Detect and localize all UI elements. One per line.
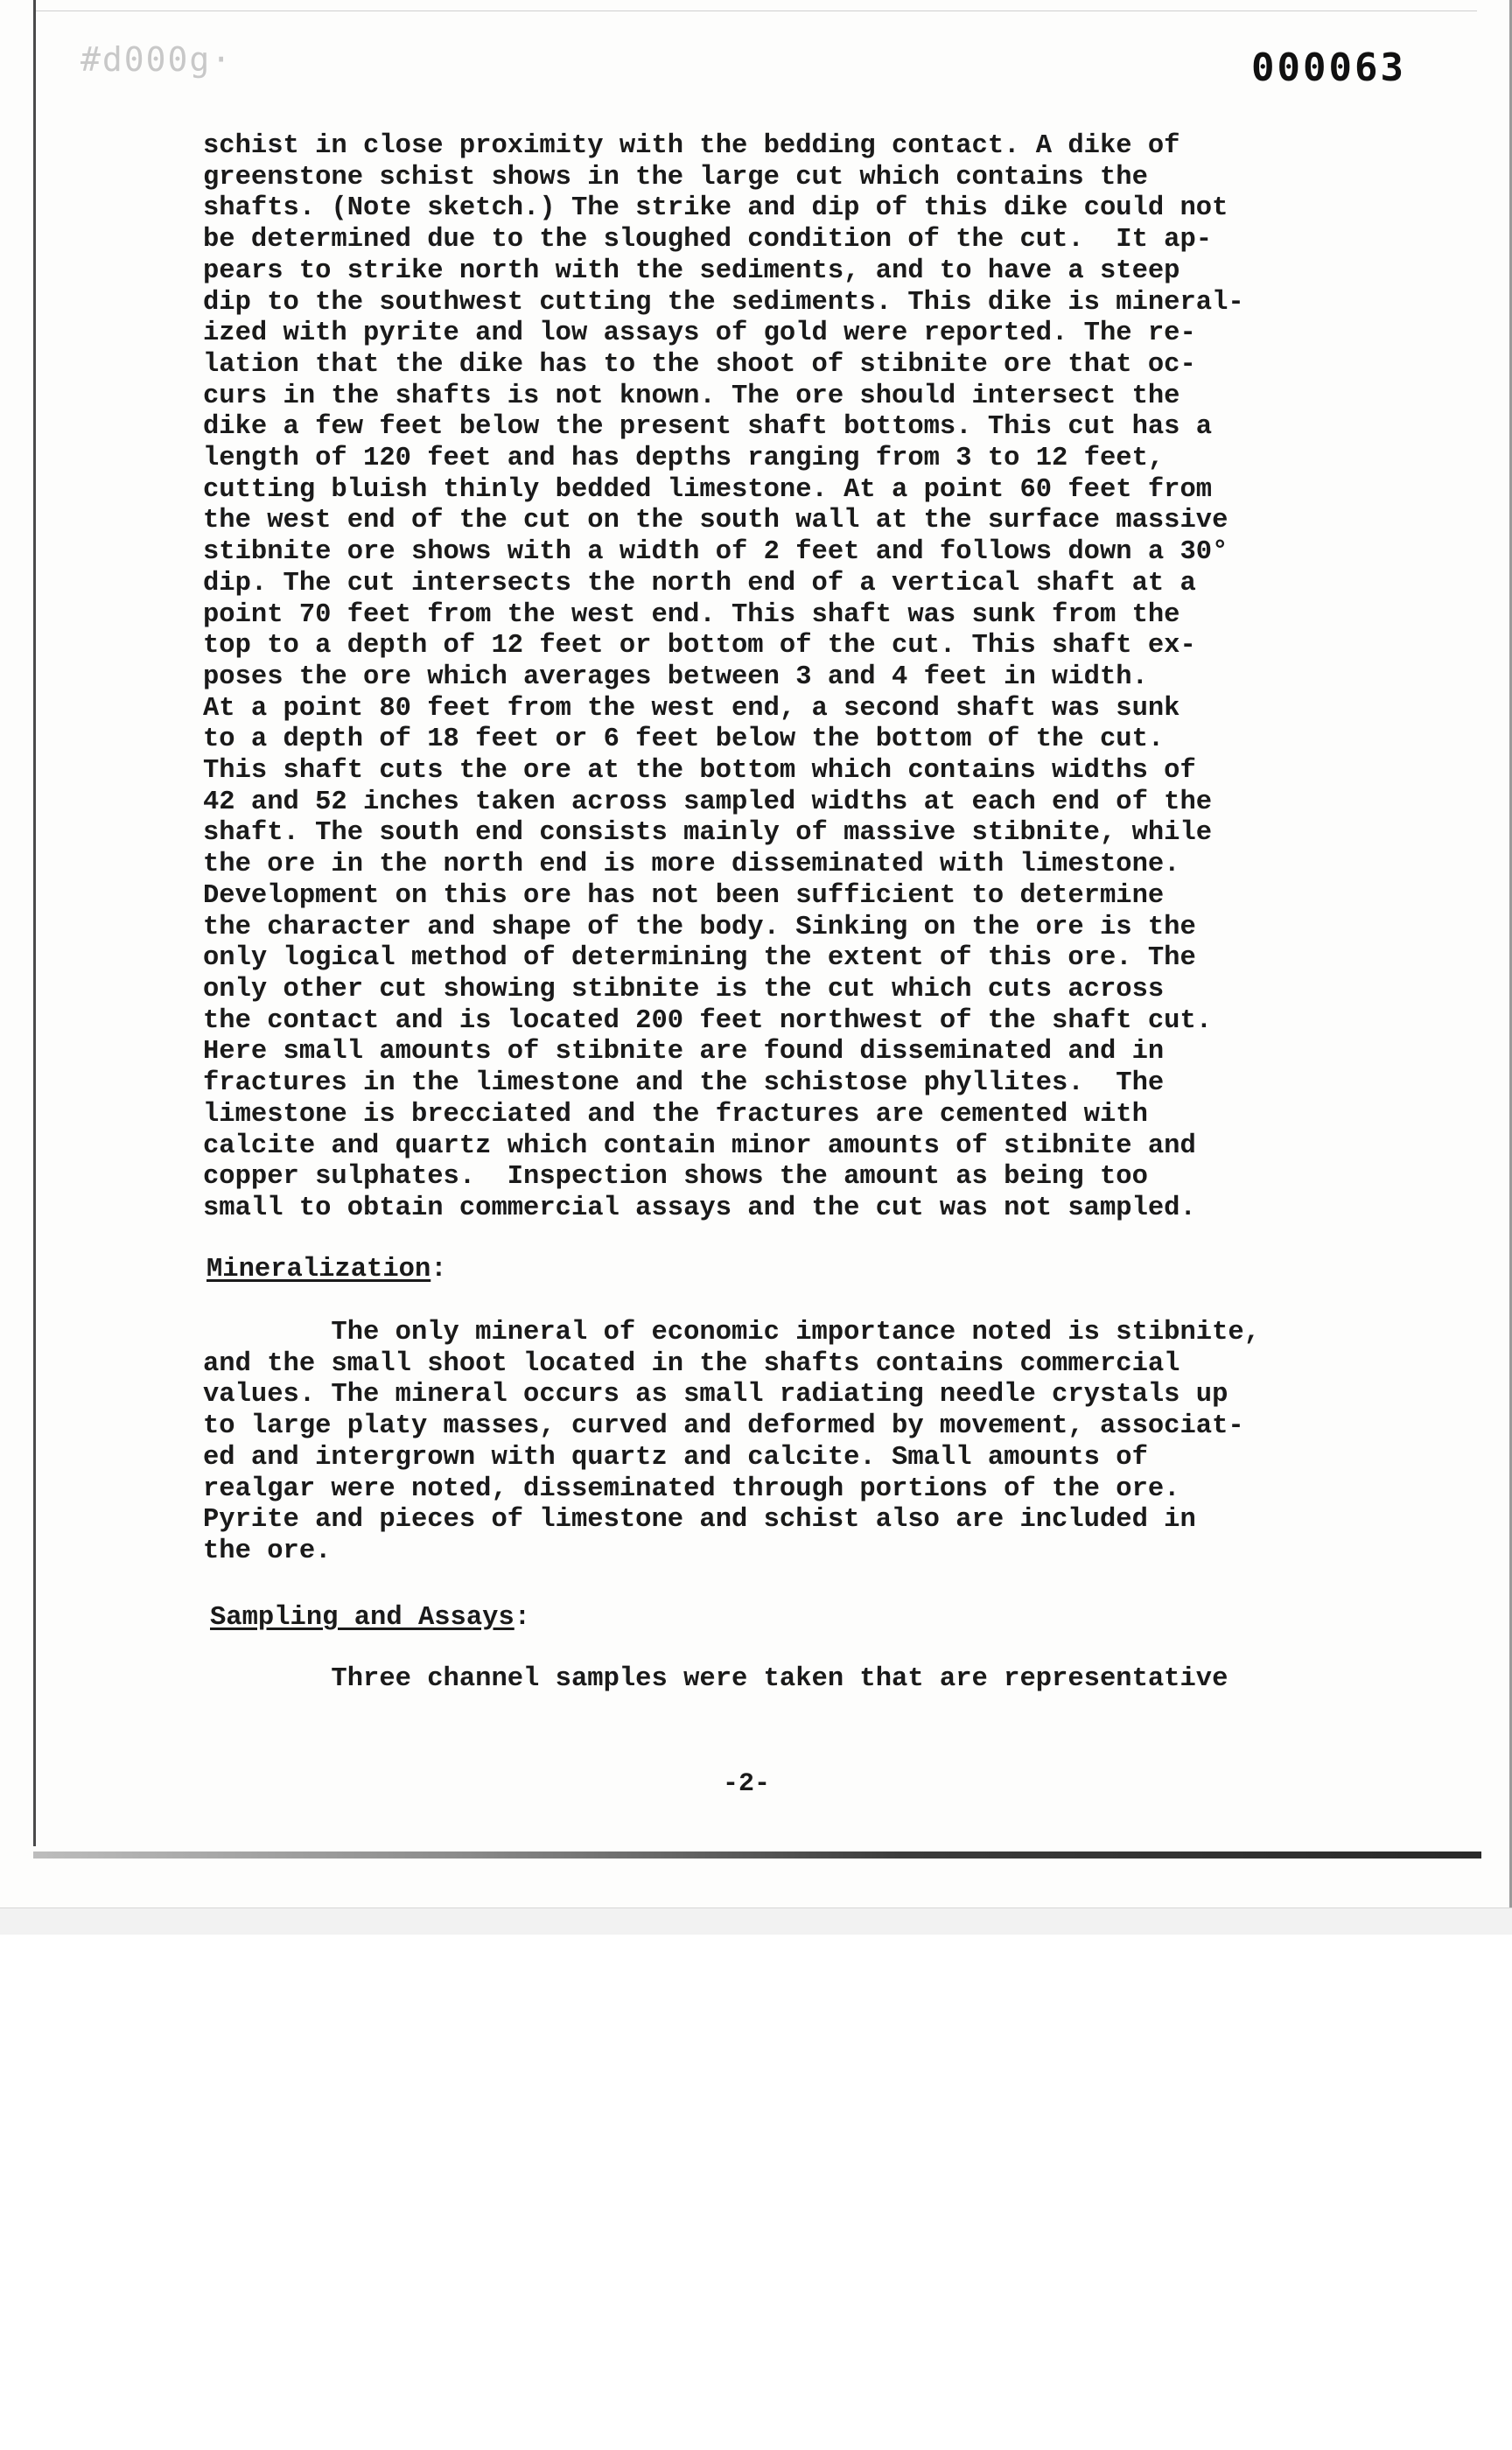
document-number-stamp: 000063 bbox=[1251, 46, 1406, 90]
page-left-edge bbox=[33, 0, 36, 1846]
heading-mineralization-text: Mineralization bbox=[206, 1255, 431, 1284]
heading-sampling-and-assays: Sampling and Assays: bbox=[210, 1603, 531, 1633]
page-number-footer: -2- bbox=[723, 1769, 771, 1799]
paragraph-sampling: Three channel samples were taken that are representative bbox=[203, 1664, 1228, 1694]
heading-sampling-text: Sampling and Assays bbox=[210, 1603, 514, 1633]
paragraph-mineralization: The only mineral of economic importance noted is stibnite, and the small shoot located in the shafts contains commercial values. The mineral occurs as small radiating needle crystals up to large platy masses, curved and deformed by movement, associat- ed and intergrown with quartz and calcite. Small amounts of realgar were noted, disseminated through portions of the ore. Pyrite and pieces of limestone and schist also are included in the ore. bbox=[203, 1318, 1260, 1566]
paragraph-dike-and-shafts: schist in close proximity with the bedding contact. A dike of greenstone schist shows in the large cut which contains the shafts. (Note sketch.) The strike and dip of this dike could not be determined due to the sloughed condition of the cut. It ap- pears to strike north with the sediments, and to have a steep dip to the southwest cutting the sediments. This dike is mineral- ized with pyrite and low assays of gold were reported. The re- lation that the dike has to the shoot of stibnite ore that oc- curs in the shafts is not known. The ore should intersect the dike a few feet below the present shaft bottoms. This cut has a length of 120 feet and has depths ranging from 3 to 12 feet, cutting bluish thinly bedded limestone. At a point 60 feet from the west end of the cut on the south wall at the surface massive stibnite ore shows with a width of 2 feet and follows down a 30° dip. The cut intersects the north end of a vertical shaft at a point 70 feet from the west end. This shaft was sunk from the top to a depth of 12 feet or bottom of the cut. This shaft ex- poses the ore which averages between 3 and 4 feet in width. At a point 80 feet from the west end, a second shaft was sunk to a depth of 18 feet or 6 feet below the bottom of the cut. This shaft cuts the ore at the bottom which contains widths of 42 and 52 inches taken across sampled widths at each end of the shaft. The south end consists mainly of massive stibnite, while the ore in the north end is more disseminated with limestone. Development on this ore has not been sufficient to determine the character and shape of the body. Sinking on the ore is the only logical method of determining the extent of this ore. The only other cut showing stibnite is the cut which cuts across the contact and is located 200 feet northwest of the shaft cut. Here small amounts of stibnite are found disseminated and in fractures in the limestone and the schistose phyllites. The limestone is brecciated and the fractures are cemented with calcite and quartz which contain minor amounts of stibnite and copper sulphates. Inspection shows the amount as being too small to obtain commercial assays and the cut was not sampled. bbox=[203, 131, 1244, 1223]
page-bottom-edge bbox=[33, 1852, 1481, 1858]
page-top-edge bbox=[33, 10, 1477, 11]
heading-mineralization: Mineralization: bbox=[206, 1255, 447, 1284]
faint-stamp-text: #d000g· bbox=[80, 40, 234, 79]
scan-bottom-margin bbox=[0, 1908, 1512, 1935]
